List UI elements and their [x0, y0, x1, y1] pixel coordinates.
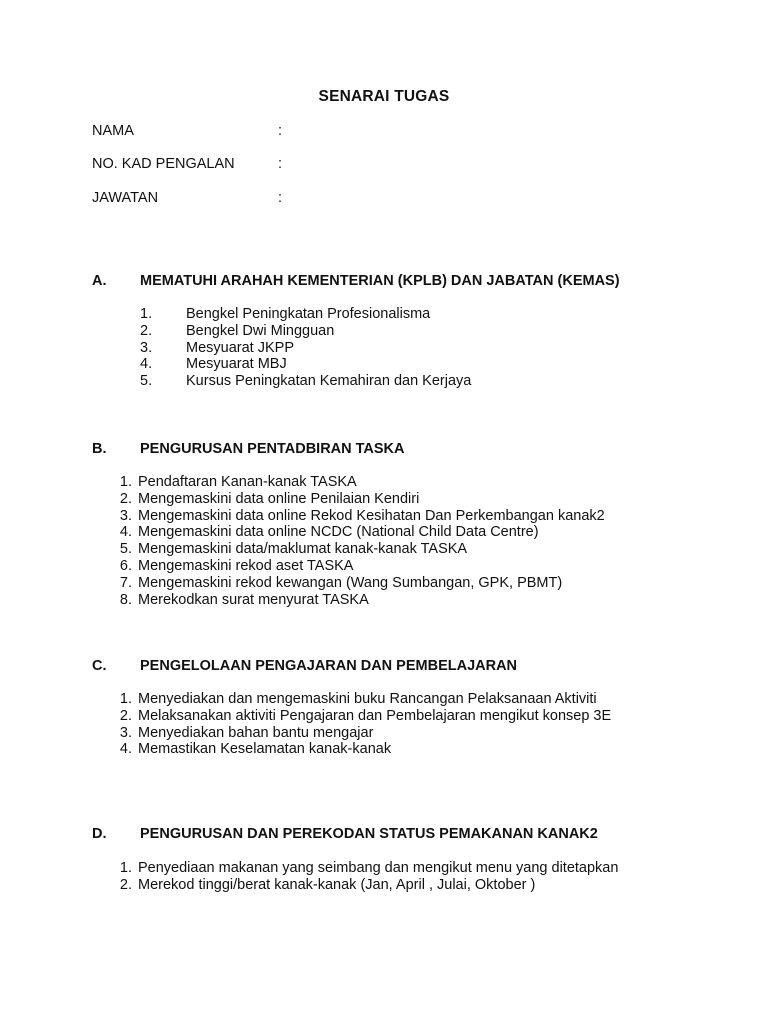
- item-text: Kursus Peningkatan Kemahiran dan Kerjaya: [186, 373, 472, 390]
- item-text: Pendaftaran Kanan-kanak TASKA: [138, 474, 357, 490]
- section-title: PENGURUSAN PENTADBIRAN TASKA: [140, 441, 405, 457]
- item-number: 2.: [119, 490, 132, 507]
- document-title: SENARAI TUGAS: [318, 88, 450, 105]
- item-text: Merekod tinggi/berat kanak-kanak (Jan, April , Julai, Oktober ): [138, 876, 536, 893]
- item-text: Mengemaskini data/maklumat kanak-kanak TASKA: [138, 541, 468, 558]
- section-title: MEMATUHI ARAHAH KEMENTERIAN (KPLB) DAN JABATAN (KEMAS): [140, 273, 620, 289]
- item-text: Mesyuarat JKPP: [186, 339, 294, 356]
- item-text: Mengemaskini data online Rekod Kesihatan Dan Perkembangan kanak2: [138, 507, 605, 524]
- item-number: 2.: [119, 707, 132, 724]
- item-number: 1.: [119, 860, 132, 876]
- item-number: 3.: [119, 724, 132, 741]
- field-label: NAMA: [92, 123, 134, 139]
- item-number: 2.: [140, 322, 153, 339]
- item-number: 4.: [119, 741, 132, 758]
- item-number: 2.: [119, 876, 132, 893]
- item-number: 7.: [119, 574, 132, 591]
- item-text: Penyediaan makanan yang seimbang dan mengikut menu yang ditetapkan: [138, 860, 619, 876]
- item-text: Mengemaskini data online Penilaian Kendiri: [138, 490, 420, 507]
- section-letter: B.: [92, 441, 107, 457]
- section-title: PENGELOLAAN PENGAJARAN DAN PEMBELAJARAN: [140, 658, 518, 674]
- section-title: PENGURUSAN DAN PEREKODAN STATUS PEMAKANAN KANAK2: [140, 826, 598, 842]
- item-number: 3.: [119, 507, 132, 524]
- field-colon: :: [278, 123, 283, 139]
- item-text: Bengkel Dwi Mingguan: [186, 322, 335, 339]
- item-number: 5.: [140, 373, 153, 390]
- item-number: 1.: [119, 474, 132, 490]
- item-text: Mengemaskini rekod kewangan (Wang Sumbangan, GPK, PBMT): [138, 574, 563, 591]
- section-letter: D.: [92, 826, 107, 842]
- item-number: 6.: [119, 557, 132, 574]
- item-text: Mengemaskini data online NCDC (National Child Data Centre): [138, 524, 539, 541]
- item-text: Menyediakan dan mengemaskini buku Rancangan Pelaksanaan Aktiviti: [138, 691, 597, 707]
- section-letter: C.: [92, 658, 107, 674]
- field-colon: :: [278, 190, 283, 206]
- item-number: 5.: [119, 541, 132, 558]
- field-label: JAWATAN: [92, 190, 159, 206]
- item-number: 3.: [140, 339, 153, 356]
- item-number: 1.: [119, 691, 132, 707]
- item-text: Memastikan Keselamatan kanak-kanak: [138, 741, 392, 758]
- item-text: Melaksanakan aktiviti Pengajaran dan Pembelajaran mengikut konsep 3E: [138, 707, 612, 724]
- item-text: Merekodkan surat menyurat TASKA: [138, 591, 369, 608]
- item-number: 1.: [140, 306, 153, 322]
- item-text: Mesyuarat MBJ: [186, 356, 287, 373]
- field-label: NO. KAD PENGALAN: [92, 156, 235, 172]
- item-number: 4.: [140, 356, 153, 373]
- item-text: Mengemaskini rekod aset TASKA: [138, 557, 354, 574]
- item-text: Menyediakan bahan bantu mengajar: [138, 724, 374, 741]
- field-colon: :: [278, 156, 283, 172]
- section-letter: A.: [92, 273, 107, 289]
- item-number: 4.: [119, 524, 132, 541]
- item-text: Bengkel Peningkatan Profesionalisma: [186, 306, 431, 322]
- item-number: 8.: [119, 591, 132, 608]
